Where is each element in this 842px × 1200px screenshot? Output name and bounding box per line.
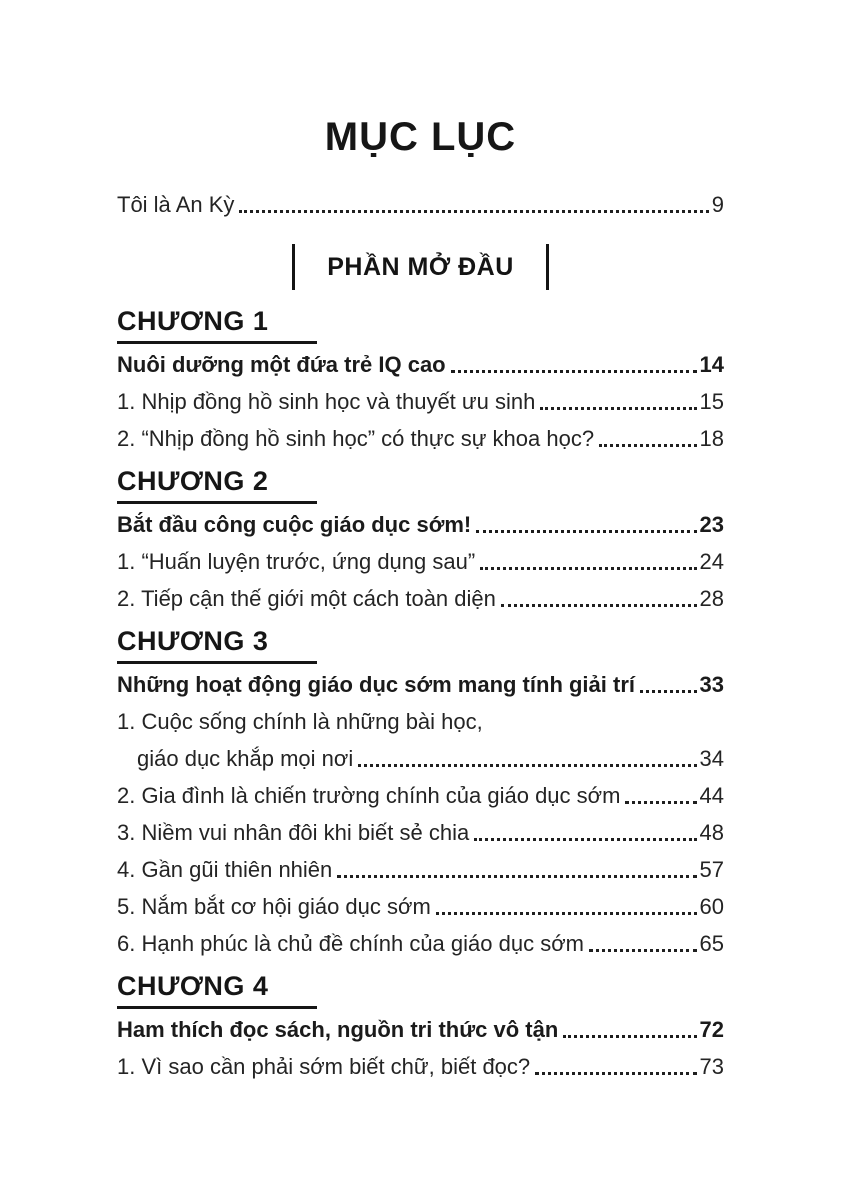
page-number: 34 [699,746,724,771]
toc-entry [117,512,724,538]
entry-label: Bắt đầu công cuộc giáo dục sớm! [117,512,472,537]
chapter-section [117,626,724,957]
entry-label: Tôi là An Kỳ [117,192,235,217]
dot-leader [451,370,697,373]
toc-entry [117,1017,724,1043]
part-header-bar-right [546,244,549,290]
toc-entry [117,1054,724,1080]
dot-leader [501,604,697,607]
toc-entry [117,352,724,378]
toc-entry [117,426,724,452]
toc-entry [117,746,724,772]
entry-label: giáo dục khắp mọi nơi [137,746,354,771]
entry-label: 5. Nắm bắt cơ hội giáo dục sớm [117,894,431,919]
toc-entry [117,549,724,575]
dot-leader [625,801,696,804]
chapter-section [117,466,724,612]
page-number: 48 [699,820,724,845]
toc-entry [117,192,724,218]
chapter-heading: CHƯƠNG 1 [117,306,317,344]
dot-leader [239,210,708,213]
chapter-section [117,971,724,1080]
page-number: 60 [699,894,724,919]
entry-label: 3. Niềm vui nhân đôi khi biết sẻ chia [117,820,470,845]
dot-leader [589,949,697,952]
toc-entry [117,820,724,846]
dot-leader [599,444,696,447]
dot-leader [640,690,697,693]
entry-label: Ham thích đọc sách, nguồn tri thức vô tận [117,1017,559,1042]
dot-leader [337,875,696,878]
page-number: 73 [699,1054,724,1079]
page-number: 28 [699,586,724,611]
chapter-section [117,306,724,452]
toc-entry [117,857,724,883]
dot-leader [540,407,696,410]
entry-label: 2. “Nhịp đồng hồ sinh học” có thực sự khoa học? [117,426,595,451]
page-number: 57 [699,857,724,882]
entry-label: 1. Cuộc sống chính là những bài học, [117,709,483,734]
chapter-heading: CHƯƠNG 3 [117,626,317,664]
dot-leader [476,530,696,533]
dot-leader [480,567,696,570]
dot-leader [535,1072,696,1075]
entry-label: 1. Nhịp đồng hồ sinh học và thuyết ưu sinh [117,389,536,414]
page-number: 9 [711,192,724,217]
entry-label: 2. Gia đình là chiến trường chính của giáo dục sớm [117,783,621,808]
toc-page [117,0,724,1080]
entry-label: Nuôi dưỡng một đứa trẻ IQ cao [117,352,446,377]
entry-label: 1. “Huấn luyện trước, ứng dụng sau” [117,549,476,574]
entry-label: 1. Vì sao cần phải sớm biết chữ, biết đọc? [117,1054,531,1079]
page-number: 72 [699,1017,724,1042]
page-number: 18 [699,426,724,451]
page-number: 44 [699,783,724,808]
dot-leader [563,1035,696,1038]
toc-entry [117,672,724,698]
page-number: 23 [699,512,724,537]
page-title: MỤC LỤC [324,115,517,159]
page-number: 14 [699,352,724,377]
dot-leader [474,838,696,841]
chapters [117,306,724,1080]
part-header [117,244,724,290]
part-header-label: PHẦN MỞ ĐẦU [327,252,514,281]
chapter-heading: CHƯƠNG 2 [117,466,317,504]
page-number: 24 [699,549,724,574]
entry-label: 6. Hạnh phúc là chủ đề chính của giáo dục sớm [117,931,584,956]
toc-entry [117,389,724,415]
chapter-heading: CHƯƠNG 4 [117,971,317,1009]
entry-label: 4. Gần gũi thiên nhiên [117,857,333,882]
entry-label: 2. Tiếp cận thế giới một cách toàn diện [117,586,496,611]
toc-entry [117,931,724,957]
toc-entry [117,586,724,612]
page-number: 33 [699,672,724,697]
toc-entry [117,783,724,809]
entry-label: Những hoạt động giáo dục sớm mang tính giải trí [117,672,635,697]
dot-leader [436,912,697,915]
page-number: 65 [699,931,724,956]
part-header-bar-left [292,244,295,290]
toc-entry [117,709,724,735]
toc-entry [117,894,724,920]
page-number: 15 [699,389,724,414]
dot-leader [358,764,696,767]
